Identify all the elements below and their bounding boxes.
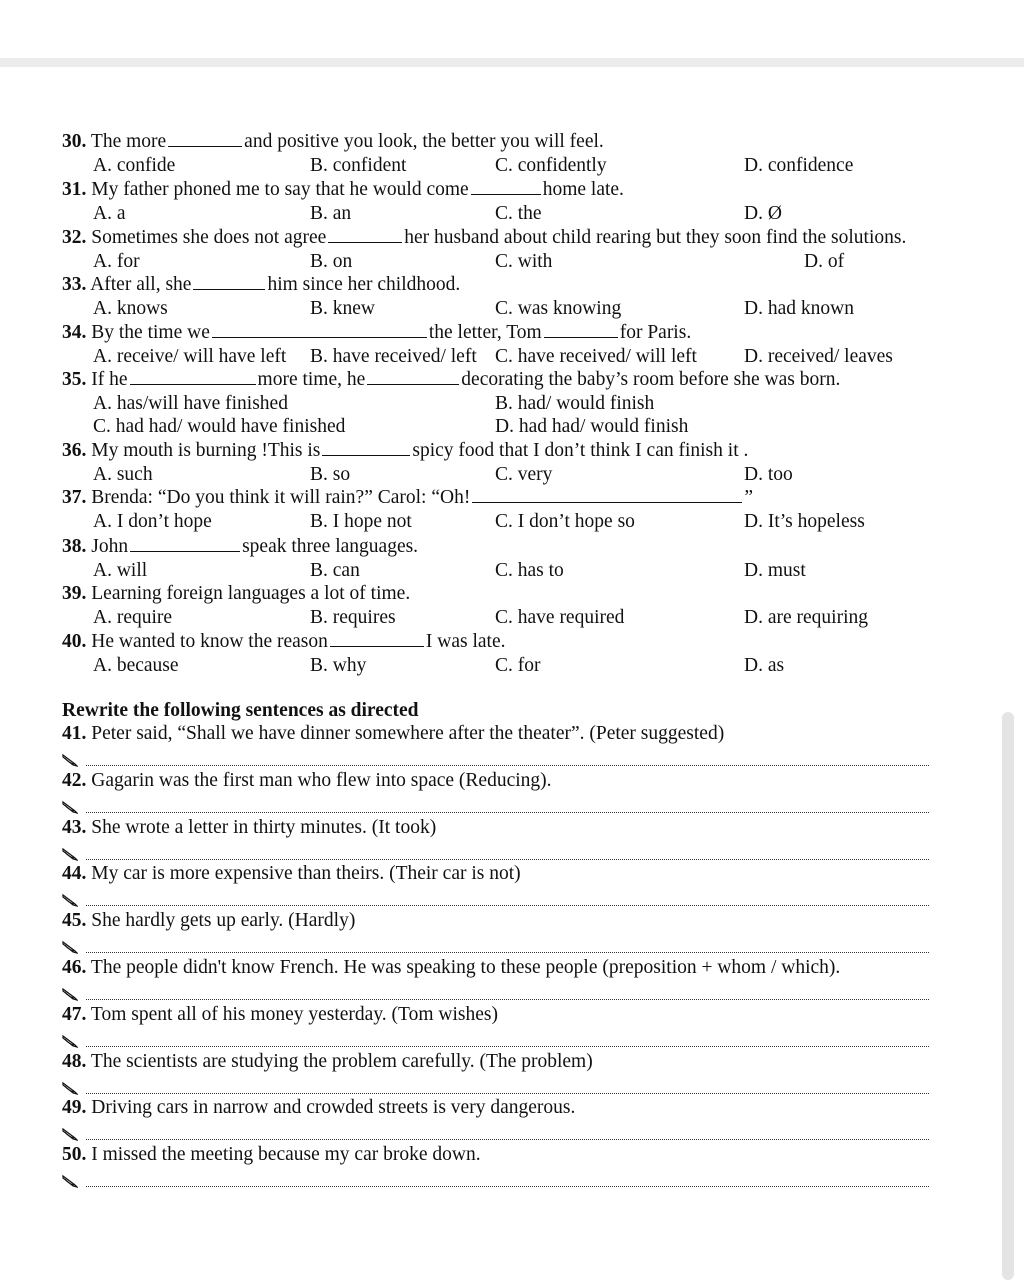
option-b[interactable]: B. had/ would finish [495,393,655,414]
question-text: Driving cars in narrow and crowded streets is very dangerous. [91,1097,576,1119]
option-b[interactable]: B. have received/ left [310,346,477,367]
option-a[interactable]: A. because [93,655,179,676]
option-c[interactable]: C. for [495,655,541,676]
option-a[interactable]: A. a [93,203,126,224]
question-number: 30. [62,131,87,152]
rewrite-question-44 [62,863,521,885]
pen-icon [62,1174,78,1188]
option-b[interactable]: B. so [310,464,351,485]
question-text-part: ” [744,487,753,508]
question-number: 38. [62,536,87,557]
question-number: 41. [62,723,87,744]
answer-blank[interactable] [130,369,256,385]
rewrite-question-45 [62,910,355,932]
option-d[interactable]: D. It’s hopeless [744,511,865,532]
question-text: By the time we [91,322,210,343]
option-d[interactable]: D. too [744,464,793,485]
option-c[interactable]: C. with [495,251,553,272]
question-number: 47. [62,1003,87,1025]
option-d[interactable]: D. must [744,560,806,581]
rewrite-question-47 [62,1004,498,1026]
question-text: If he [91,369,128,390]
option-a[interactable]: A. confide [93,155,176,176]
answer-line[interactable] [86,905,929,906]
question-number: 33. [62,274,87,295]
question-number: 49. [62,1097,87,1119]
option-c[interactable]: C. have required [495,607,625,628]
answer-line[interactable] [86,952,929,953]
question-text: I missed the meeting because my car broke down. [91,1144,481,1166]
question-text: Tom spent all of his money yesterday. (Tom wishes) [90,1003,498,1025]
question-text: Sometimes she does not agree [91,227,327,248]
option-a[interactable]: A. will [93,560,148,581]
question-text-part: speak three languages. [242,536,419,557]
option-b[interactable]: B. requires [310,607,396,628]
question-number: 37. [62,487,87,508]
rewrite-question-48 [62,1051,593,1073]
answer-blank[interactable] [212,322,427,338]
question-text: He wanted to know the reason [91,631,328,652]
pen-icon [62,893,78,907]
option-d[interactable]: D. as [744,655,785,676]
answer-line[interactable] [86,859,929,860]
section-heading: Rewrite the following sentences as directed [62,700,419,721]
question-number: 44. [62,863,87,885]
question-text-part: a lot of time. [310,583,411,604]
pen-icon [62,753,78,767]
option-a[interactable]: A. require [93,607,173,628]
option-b[interactable]: B. confident [310,155,407,176]
question-text: My father phoned me to say that he would come [91,179,469,200]
answer-blank[interactable] [322,440,410,456]
option-c[interactable]: C. confidently [495,155,607,176]
question-text-part: spicy food that I don’t think I can finish it . [412,440,749,461]
question-36 [62,440,748,462]
question-number: 40. [62,631,87,652]
rewrite-question-43 [62,817,436,839]
option-c[interactable]: C. the [495,203,542,224]
answer-blank[interactable] [328,227,402,243]
answer-blank[interactable] [472,487,742,503]
question-text-part: decorating the baby’s room before she was born. [461,369,841,390]
answer-blank[interactable] [330,631,424,647]
question-text-part: the letter, Tom [428,322,542,343]
question-text-part: home late. [542,179,624,200]
option-b[interactable]: B. an [310,203,352,224]
option-c[interactable]: C. had had/ would have finished [93,416,346,437]
rewrite-question-41 [62,723,724,745]
option-d[interactable]: D. Ø [744,203,782,224]
answer-blank[interactable] [367,369,459,385]
question-text: Gagarin was the first man who flew into space (Reducing). [91,769,552,791]
question-text: After all, she [90,274,192,295]
question-text: The scientists are studying the problem carefully. (The problem) [90,1050,593,1072]
question-number: 42. [62,769,87,791]
question-text: She hardly gets up early. (Hardly) [91,910,356,932]
option-a[interactable]: A. for [93,251,140,272]
option-c[interactable]: C. have received/ will left [495,346,697,367]
rewrite-question-49 [62,1097,575,1119]
question-text: John [91,536,129,557]
option-b[interactable]: B. on [310,251,353,272]
question-text: Learning foreign languages [91,583,306,604]
rewrite-question-42 [62,770,552,792]
question-37 [62,487,753,509]
question-31 [62,179,624,201]
answer-blank[interactable] [193,274,265,290]
question-33 [62,274,460,296]
option-c[interactable]: C. very [495,464,553,485]
pen-icon [62,1081,78,1095]
option-c[interactable]: C. I don’t hope so [495,511,635,532]
answer-line[interactable] [86,1139,929,1140]
question-text: Peter said, “Shall we have dinner somewhere after the theater”. (Peter suggested) [91,723,725,744]
rewrite-question-46 [62,957,840,979]
question-number: 48. [62,1050,87,1072]
answer-line[interactable] [86,765,929,766]
option-a[interactable]: A. receive/ will have left [93,346,287,367]
answer-line[interactable] [86,1046,929,1047]
option-d[interactable]: D. had had/ would finish [495,416,689,437]
option-a[interactable]: A. such [93,464,153,485]
pen-icon [62,800,78,814]
option-d[interactable]: D. had known [744,298,854,319]
option-c[interactable]: C. was knowing [495,298,622,319]
option-c[interactable]: C. has to [495,560,564,581]
question-number: 35. [62,369,87,390]
answer-blank[interactable] [544,322,618,338]
option-b[interactable]: B. why [310,655,367,676]
question-number: 39. [62,583,87,604]
question-text: My car is more expensive than theirs. (Their car is not) [91,863,521,885]
question-number: 32. [62,227,87,248]
question-text: Brenda: “Do you think it will rain?” Carol: “Oh! [91,487,471,508]
option-a[interactable]: A. knows [93,298,168,319]
option-b[interactable]: B. can [310,560,360,581]
question-text-part: I was late. [425,631,506,652]
question-number: 36. [62,440,87,461]
pen-icon [62,847,78,861]
rewrite-question-50 [62,1144,481,1166]
option-a[interactable]: A. I don’t hope [93,511,212,532]
question-32 [62,227,906,249]
pen-icon [62,987,78,1001]
option-a[interactable]: A. has/will have finished [93,393,288,414]
option-d[interactable]: D. received/ leaves [744,346,893,367]
question-text-part: him since her childhood. [267,274,461,295]
question-number: 34. [62,322,87,343]
answer-line[interactable] [86,812,929,813]
question-number: 43. [62,816,87,838]
question-text-part: for Paris. [619,322,692,343]
question-40 [62,631,505,653]
answer-line[interactable] [86,1186,929,1187]
pen-icon [62,1127,78,1141]
answer-line[interactable] [86,999,929,1000]
question-34 [62,322,691,344]
option-d[interactable]: D. confidence [744,155,854,176]
question-text: The more [90,131,167,152]
option-d[interactable]: D. are requiring [744,607,868,628]
question-39 [62,583,410,605]
answer-blank[interactable] [168,131,242,147]
answer-blank[interactable] [471,179,541,195]
question-text: My mouth is burning !This is [91,440,321,461]
question-number: 46. [62,957,87,978]
pen-icon [62,940,78,954]
question-text-part: more time, he [257,369,366,390]
question-text-part: her husband about child rearing but they soon find the solutions. [404,227,907,248]
answer-blank[interactable] [130,536,240,552]
question-text: The people didn't know French. He was speaking to these people (preposition + whom / which). [90,957,841,978]
option-b[interactable]: B. I hope not [310,511,412,532]
question-38 [62,536,418,558]
question-30 [62,131,604,153]
question-number: 50. [62,1144,87,1166]
pen-icon [62,1034,78,1048]
question-number: 45. [62,910,87,932]
question-text-part: and positive you look, the better you will feel. [244,131,604,152]
question-number: 31. [62,179,87,200]
answer-line[interactable] [86,1093,929,1094]
question-35 [62,369,840,391]
option-b[interactable]: B. knew [310,298,375,319]
question-text: She wrote a letter in thirty minutes. (It took) [91,816,437,838]
option-d[interactable]: D. of [804,251,845,272]
